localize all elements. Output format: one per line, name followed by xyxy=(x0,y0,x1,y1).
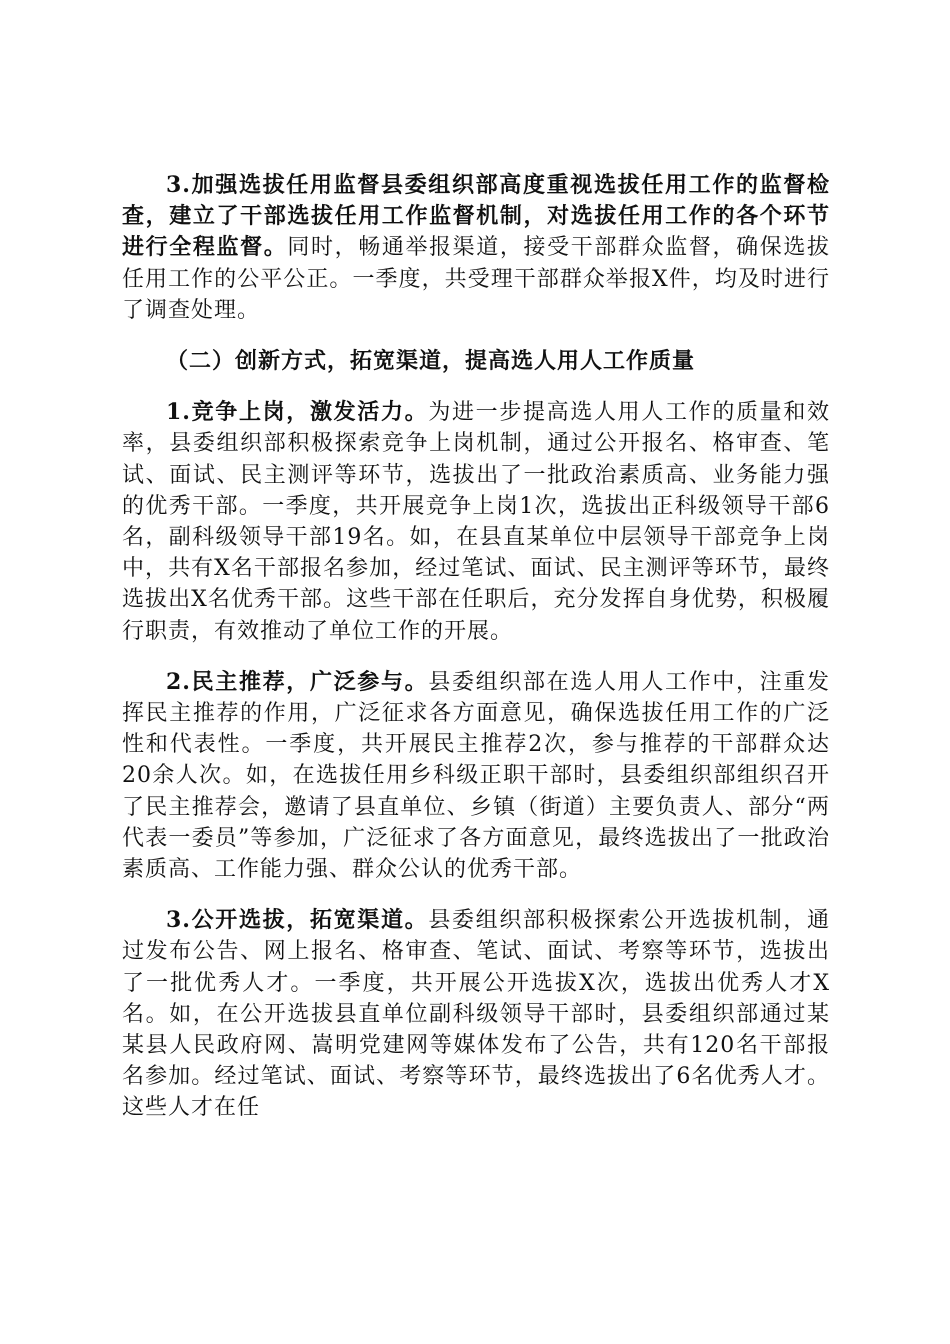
document-page xyxy=(122,170,830,1144)
paragraph-body: 同时，畅通举报渠道，接受干部群众监督，确保选拔任用工作的公平公正。一季度，共受理干部群众举报X件，均及时进行了调查处理。 xyxy=(122,235,830,323)
paragraph-lead: 3.加强选拔任用监督县委组织部高度重视选拔任用工作的监督检查，建立了干部选拔任用工作监督机制，对选拔任用工作的各个环节进行全程监督。 xyxy=(122,172,830,261)
section-heading: （二）创新方式，拓宽渠道，提高选人用人工作质量 xyxy=(166,348,696,375)
paragraph-supervision xyxy=(122,170,830,326)
paragraph-body: 为进一步提高选人用人工作的质量和效率，县委组织部积极探索竞争上岗机制，通过公开报名、格审查、笔试、面试、民主测评等环节，选拔出了一批政治素质高、业务能力强的优秀干部。一季度，共开展竞争上岗1次，选拔出正科级领导干部6名，副科级领导干部19名。如，在县直某单位中层领导干部竞争上岗中，共有X名干部报名参加，经过笔试、面试、民主测评等环节，最终选拔出X名优秀干部。这些干部在任职后，充分发挥自身优势，积极履行职责，有效推动了单位工作的开展。 xyxy=(122,400,830,644)
paragraph-lead: 3.公开选拔，拓宽渠道。 xyxy=(166,907,429,934)
paragraph-lead: 1.竞争上岗，激发活力。 xyxy=(166,399,429,426)
paragraph-public-selection xyxy=(122,905,830,1123)
paragraph-lead: 2.民主推荐，广泛参与。 xyxy=(166,668,429,695)
paragraph-democratic-recommendation xyxy=(122,667,830,885)
paragraph-competition xyxy=(122,397,830,647)
paragraph-body: 县委组织部在选人用人工作中，注重发挥民主推荐的作用，广泛征求各方面意见，确保选拔任用工作的广泛性和代表性。一季度，共开展民主推荐2次，参与推荐的干部群众达20余人次。如，在选拔任用乡科级正职干部时，县委组织部组织召开了民主推荐会，邀请了县直单位、乡镇（街道）主要负责人、部分“两代表一委员”等参加，广泛征求了各方面意见，最终选拔出了一批政治素质高、工作能力强、群众公认的优秀干部。 xyxy=(122,669,830,883)
paragraph-body: 县委组织部积极探索公开选拔机制，通过发布公告、网上报名、格审查、笔试、面试、考察等环节，选拔出了一批优秀人才。一季度，共开展公开选拔X次，选拔出优秀人才X名。如，在公开选拔县直单位副科级领导干部时，县委组织部通过某某县人民政府网、嵩明党建网等媒体发布了公告，共有120名干部报名参加。经过笔试、面试、考察等环节，最终选拔出了6名优秀人才。这些人才在任 xyxy=(122,908,830,1121)
